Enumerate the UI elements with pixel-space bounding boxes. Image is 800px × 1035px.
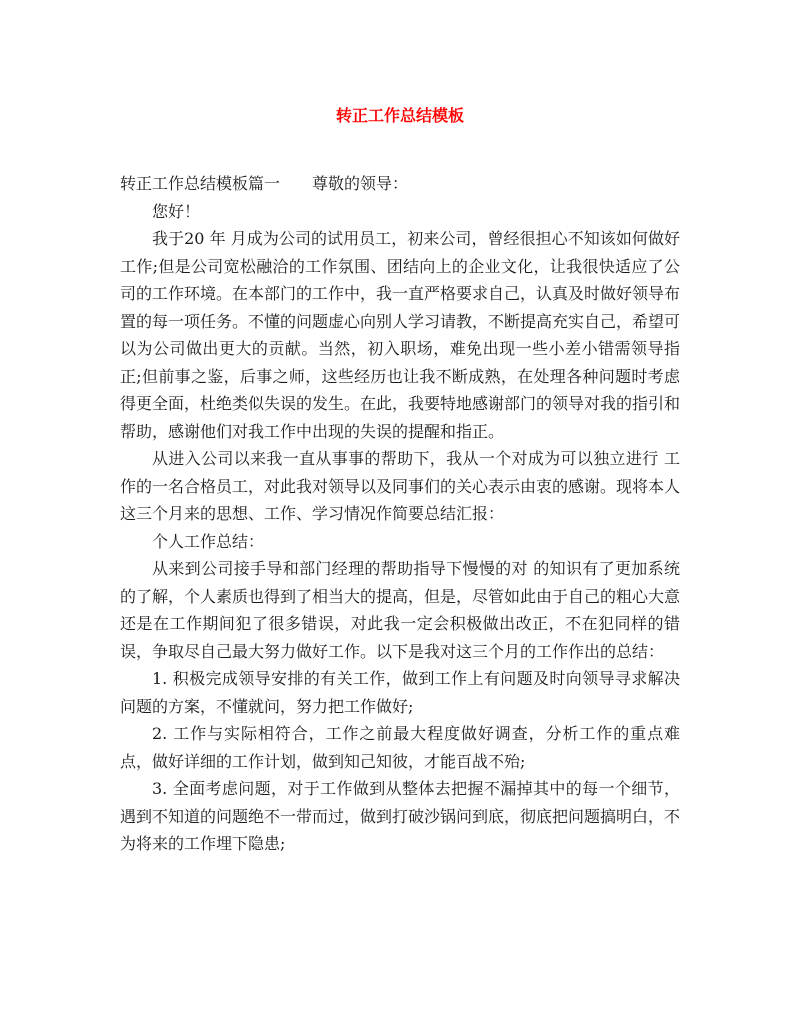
paragraph-thanks: 从进入公司以来我一直从事事的帮助下，我从一个对成为可以独立进行 工作的一名合格员工，对此我对领导以及同事们的关心表示由衷的感谢。现将本人这三个月来的思想、工作、学习情况作简要总结汇报： <box>120 449 681 523</box>
paragraph-summary: 从来到公司接手导和部门经理的帮助指导下慢慢的对 的知识有了更加系统的了解，个人素质也得到了相当大的提高，但是，尽管如此由于自己的粗心大意还是在工作期间犯了很多错误，对此我一定会积极做出改正，不在犯同样的错误，争取尽自己最大努力做好工作。以下是我对这三个月的工作作出的总结： <box>120 559 681 661</box>
opening-line: 转正工作总结模板篇一 尊敬的领导： <box>120 174 409 193</box>
document-title: 转正工作总结模板 <box>335 106 464 125</box>
list-item-3: 3. 全面考虑问题，对于工作做到从整体去把握不漏掉其中的每一个细节，遇到不知道的问题绝不一带而过，做到打破沙锅问到底，彻底把问题搞明白，不为将来的工作埋下隐患; <box>120 779 681 853</box>
greeting: 您好！ <box>152 201 201 221</box>
document-body <box>120 170 680 858</box>
list-item-1: 1. 积极完成领导安排的有关工作，做到工作上有问题及时向领导寻求解决问题的方案，不懂就问，努力把工作做好; <box>120 669 680 716</box>
section-heading-personal-summary: 个人工作总结： <box>152 531 265 551</box>
paragraph-intro: 我于20 年 月成为公司的试用员工，初来公司，曾经很担心不知该如何做好工作;但是公司宽松融洽的工作氛围、团结向上的企业文化，让我很快适应了公司的工作环境。在本部门的工作中，我一直严格要求自己，认真及时做好领导布置的每一项任务。不懂的问题虚心向别人学习请教，不断提高充实自己，希望可以为公司做出更大的贡献。当然，初入职场，难免出现一些小差小错需领导指正;但前事之鉴，后事之师，这些经历也让我不断成熟，在处理各种问题时考虑得更全面，杜绝类似失误的发生。在此，我要特地感谢部门的领导对我的指引和帮助，感谢他们对我工作中出现的失误的提醒和指正。 <box>120 229 681 441</box>
list-item-2: 2. 工作与实际相符合，工作之前最大程度做好调查，分析工作的重点难点，做好详细的工作计划，做到知己知彼，才能百战不殆; <box>120 724 680 771</box>
